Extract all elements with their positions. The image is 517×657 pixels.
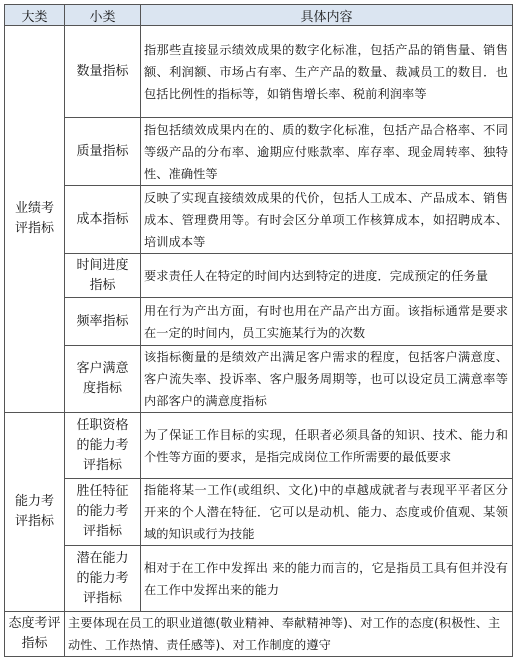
subcategory-label: 胜任特征的能力考评指标 [76,484,129,539]
content-cell: 该指标衡量的是绩效产出满足客户需求的程度，包括客户满意度、客户流失率、投诉率、客户服务周期等，也可以设定员工满意率等内部客户的满意度指标 [141,346,513,413]
category-label: 能力考评指标 [14,494,54,529]
subcategory-cell [65,26,141,118]
table-row [5,186,513,254]
header-row [5,5,513,26]
subcategory-cell [65,254,141,298]
content-cell: 用在行为产出方面，有时也用在产品产出方面。该指标通常是要求在一定的时间内，员工实施某行为的次数 [141,298,513,346]
category-label: 业绩考评指标 [14,201,54,236]
content-cell: 相对于在工作中发挥出 来的能力而言的，它是指员工具有但并没有在工作中发挥出来的能力 [141,546,513,612]
header-subcategory: 小类 [65,5,141,26]
subcategory-cell [65,118,141,186]
subcategory-label: 成本指标 [76,211,129,227]
table-row [5,26,513,118]
category-cell-performance [5,26,65,413]
content-cell: 反映了实现直接绩效成果的代价，包括人工成本、产品成本、销售成本、管理费用等。有时会区分单项工作核算成本，如招聘成本、培训成本等 [141,186,513,254]
content-cell: 指那些直接显示绩效成果的数字化标准，包括产品的销售量、销售额、利润额、市场占有率、生产产品的数量、裁减员工的数目．也包括比例性的指标等，如销售增长率、税前利润率等 [141,26,513,118]
subcategory-cell [65,479,141,546]
table-row [5,254,513,298]
table-row [5,612,513,657]
content-cell: 主要体现在员工的职业道德(敬业精神、奉献精神等)、对工作的态度(积极性、主动性、工作热情、责任感等)、对工作制度的遵守 [65,612,513,657]
indicator-table [4,4,513,657]
subcategory-label: 潜在能力的能力考评指标 [76,550,129,606]
category-label: 态度考评指标 [8,616,61,651]
subcategory-cell [65,546,141,612]
table-row [5,346,513,413]
subcategory-label: 频率指标 [76,313,129,329]
subcategory-cell [65,186,141,254]
content-cell: 指能将某一工作(或组织、文化)中的卓越成就者与表现平平者区分开来的个人潜在特征．它可以是动机、能力、态度或价值观、某领域的知识或行为技能 [141,479,513,546]
indicator-table-sheet [4,4,512,657]
subcategory-label: 客户满意度指标 [76,361,129,396]
subcategory-cell [65,413,141,479]
header-category: 大类 [5,5,65,26]
content-cell: 指包括绩效成果内在的、质的数字化标准，包括产品合格率、不同等级产品的分布率、逾期应付账款率、库存率、现金周转率、独特性、准确性等 [141,118,513,186]
subcategory-label: 时间进度指标 [76,257,129,293]
content-cell: 要求责任人在特定的时间内达到特定的进度．完成预定的任务量 [141,254,513,298]
table-row [5,546,513,612]
category-cell-ability [5,413,65,612]
table-row [5,118,513,186]
table-row [5,298,513,346]
subcategory-cell [65,298,141,346]
category-cell-attitude [5,612,65,657]
subcategory-label: 质量指标 [76,143,129,159]
subcategory-label: 任职资格的能力考评指标 [76,417,129,473]
subcategory-cell [65,346,141,413]
subcategory-label: 数量指标 [76,63,129,79]
table-row [5,413,513,479]
header-content: 具体内容 [141,5,513,26]
table-row [5,479,513,546]
content-cell: 为了保证工作目标的实现，任职者必须具备的知识、技术、能力和个性等方面的要求，是指完成岗位工作所需要的最低要求 [141,413,513,479]
